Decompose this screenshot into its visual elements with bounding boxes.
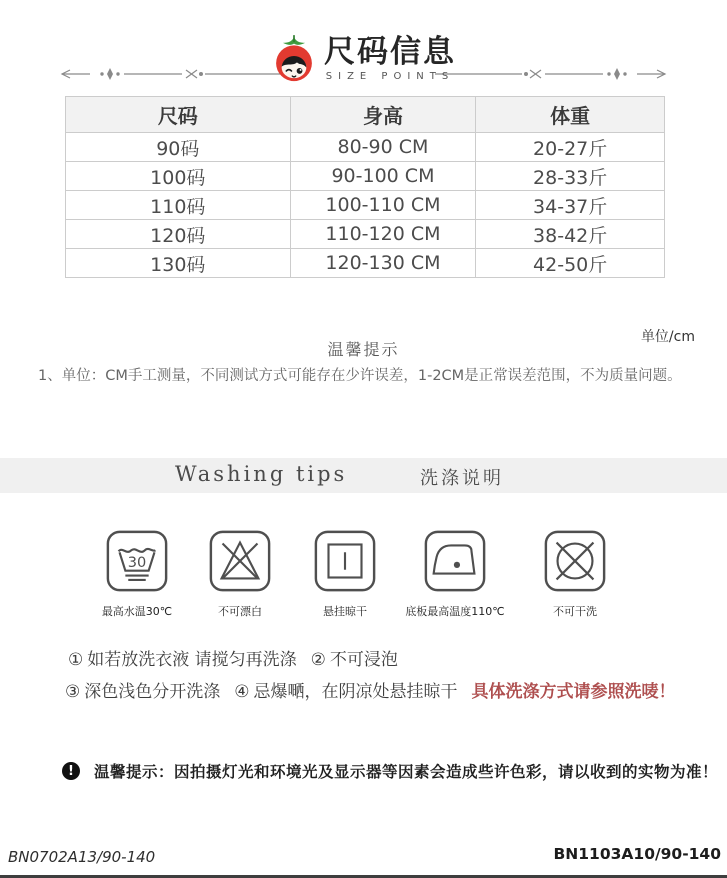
size-info-header	[0, 28, 727, 90]
cell-height: 110-120 CM	[290, 220, 476, 249]
washing-tips-title-zh: 洗涤说明	[420, 468, 504, 489]
circled-number-3: ③	[65, 682, 81, 702]
product-code-left: BN0702A13/90-140	[8, 848, 156, 866]
cell-height: 100-110 CM	[290, 191, 476, 220]
cell-size: 120码	[66, 220, 291, 249]
care-item-no-dry-clean	[510, 528, 640, 619]
col-header-weight: 体重	[476, 97, 665, 133]
size-chart-table	[65, 96, 665, 278]
notice-text: 温馨提示：因拍摄灯光和环境光及显示器等因素会造成些许色彩，请以收到的实物为准！	[94, 763, 719, 781]
exclamation-icon: !	[62, 762, 80, 780]
col-header-size: 尺码	[66, 97, 291, 133]
cell-height: 120-130 CM	[290, 249, 476, 278]
care-label: 悬挂晾干	[323, 605, 367, 618]
cell-size: 100码	[66, 162, 291, 191]
tomato-girl-icon	[271, 34, 317, 84]
circled-number-4: ④	[234, 682, 250, 702]
measure-note: 1、单位：CM手工测量，不同测试方式可能存在少许误差，1-2CM是正常误差范围，不为质量问题。	[38, 368, 682, 384]
table-header-row	[66, 97, 665, 133]
cell-weight: 38-42斤	[476, 220, 665, 249]
cell-height: 90-100 CM	[290, 162, 476, 191]
washing-highlight-note: 具体洗涤方式请参照洗唛！	[471, 682, 676, 702]
washing-instructions-line1	[68, 645, 398, 670]
instruction-text: 如若放洗衣液 请搅匀再洗涤	[87, 650, 297, 670]
cell-height: 80-90 CM	[290, 133, 476, 162]
cell-weight: 42-50斤	[476, 249, 665, 278]
table-row	[66, 249, 665, 278]
iron-max-temp-icon	[422, 528, 488, 594]
unit-note: 单位/cm	[640, 329, 695, 345]
table-row	[66, 162, 665, 191]
instruction-text: 忌爆嗮，在阴凉处悬挂晾干	[253, 682, 458, 702]
care-label: 不可漂白	[218, 605, 262, 618]
page-subtitle: SIZE POINTS	[325, 71, 455, 83]
table-row	[66, 133, 665, 162]
cell-weight: 20-27斤	[476, 133, 665, 162]
max-water-temp-icon	[104, 528, 170, 594]
hang-dry-icon	[312, 528, 378, 594]
svg-text:30: 30	[127, 553, 147, 571]
table-row	[66, 220, 665, 249]
care-label: 最高水温30℃	[101, 605, 173, 618]
care-symbols-row	[0, 528, 727, 618]
washing-tips-title-en: Washing tips	[175, 462, 348, 486]
warm-tips-heading: 温馨提示	[327, 340, 400, 359]
no-dry-clean-icon	[542, 528, 608, 594]
table-row	[66, 191, 665, 220]
col-header-height: 身高	[290, 97, 476, 133]
care-item-iron-max-temp	[390, 528, 520, 619]
care-label: 底板最高温度110℃	[405, 605, 505, 618]
cell-size: 90码	[66, 133, 291, 162]
care-label: 不可干洗	[553, 605, 597, 618]
color-difference-notice	[62, 760, 718, 782]
instruction-text: 深色浅色分开洗涤	[84, 682, 221, 702]
page-title: 尺码信息	[324, 33, 456, 70]
circled-number-2: ②	[310, 650, 326, 670]
product-code-right: BN1103A10/90-140	[553, 845, 721, 863]
cell-weight: 34-37斤	[476, 191, 665, 220]
cell-size: 130码	[66, 249, 291, 278]
circled-number-1: ①	[68, 650, 84, 670]
instruction-text: 不可浸泡	[329, 650, 398, 670]
cell-weight: 28-33斤	[476, 162, 665, 191]
cell-size: 110码	[66, 191, 291, 220]
no-bleach-icon	[207, 528, 273, 594]
washing-instructions-line2	[65, 677, 676, 702]
washing-section-band	[0, 458, 727, 493]
